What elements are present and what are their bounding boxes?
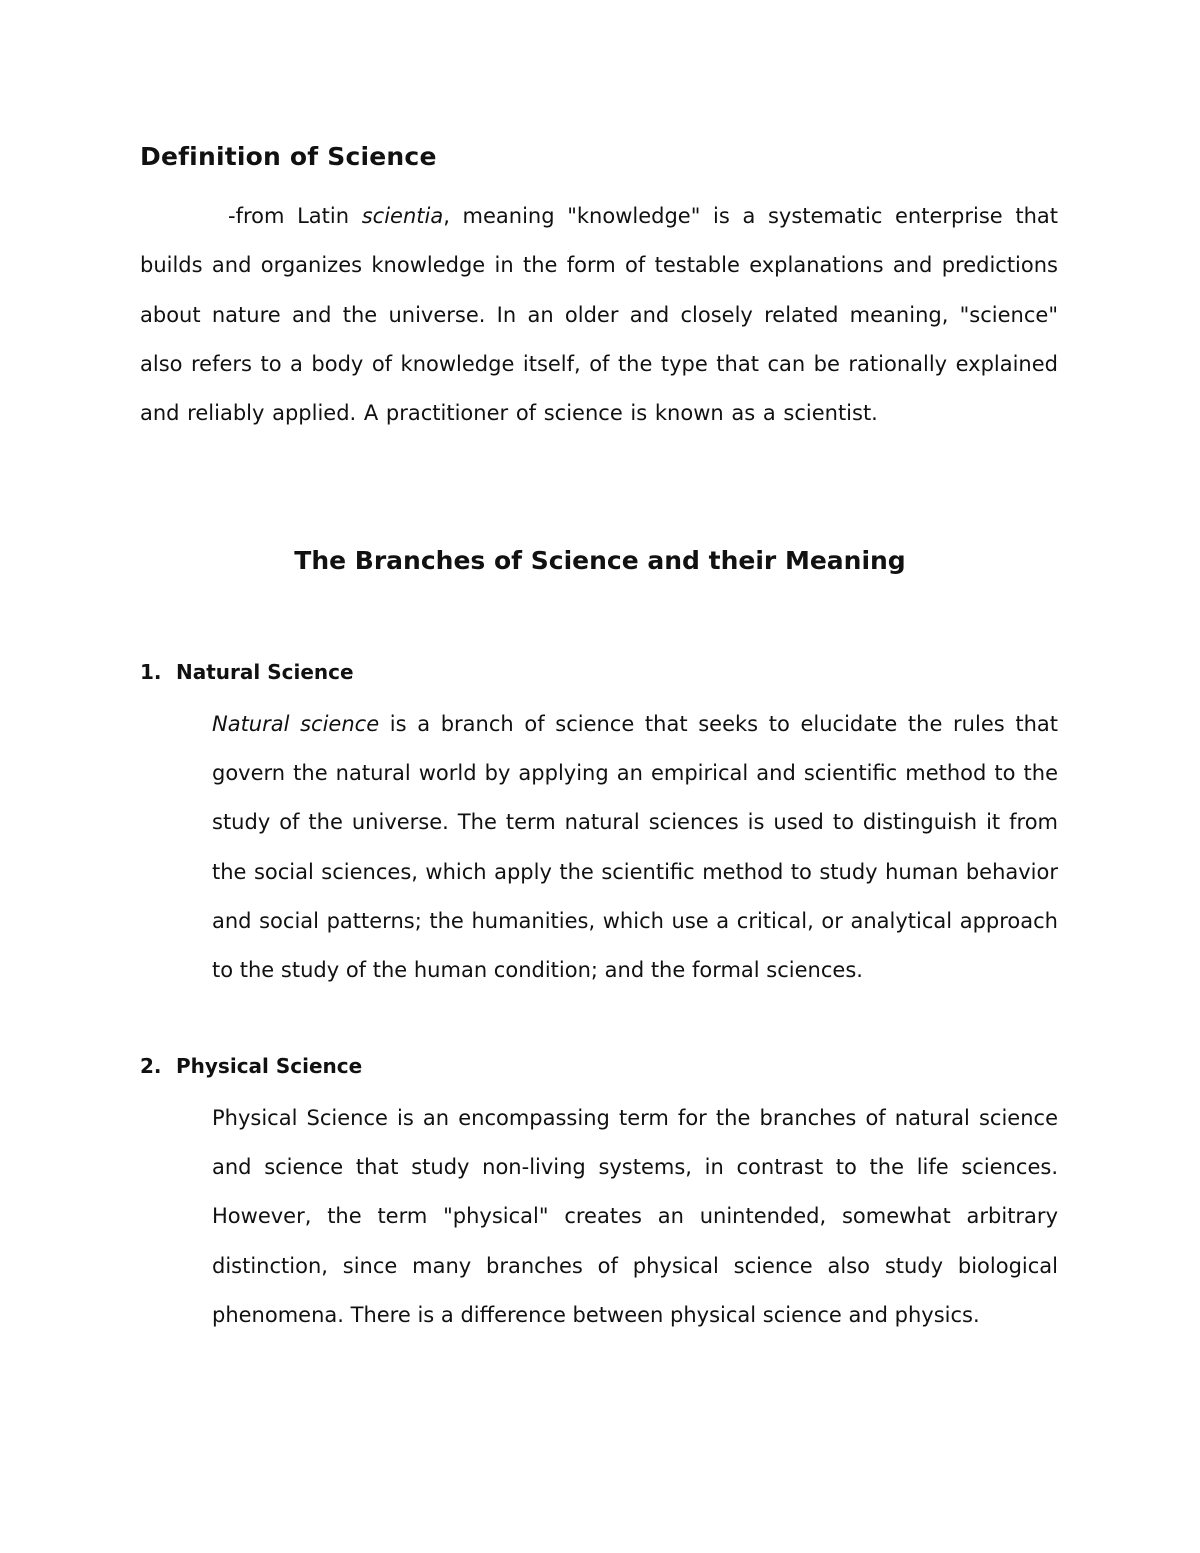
section-title-natural-science [140, 660, 354, 684]
intro-lead: -from Latin [228, 204, 362, 228]
definition-paragraph [140, 192, 1058, 438]
section-text: is a branch of science that seeks to elucidate the rules that govern the natural world by applying an empirical and scientific method to the study of the universe. The term natural sciences is used to distinguish it from the social sciences, which apply the scientific method to study human behavior and social patterns; the humanities, which use a critical, or analytical approach to the study of the human condition; and the formal sciences. [212, 712, 1058, 983]
page-title: Definition of Science [140, 142, 437, 171]
section-title-physical-science [140, 1054, 362, 1078]
natural-science-term: Natural science [212, 712, 380, 736]
intro-text: , meaning "knowledge" is a systematic enterprise that builds and organizes knowledge in the form of testable explanations and predictions about nature and the universe. In an older and closely related meaning, "science" also refers to a body of knowledge itself, of the type that can be rationally explained and reliably applied. A practitioner of science is known as a scientist. [140, 204, 1058, 426]
section-body-natural-science [212, 700, 1058, 995]
branches-heading: The Branches of Science and their Meaning [294, 546, 906, 575]
section-title-text: Natural Science [176, 660, 354, 684]
section-number: 2. [140, 1054, 162, 1078]
section-body-physical-science: Physical Science is an encompassing term for the branches of natural science and science that study non-living systems, in contrast to the life sciences. However, the term "physical" creates an unintended, somewhat arbitrary distinction, since many branches of physical science also study biological phenomena. There is a difference between physical science and physics. [212, 1106, 1058, 1327]
latin-term: scientia [361, 204, 444, 228]
section-number: 1. [140, 660, 162, 684]
section-title-text: Physical Science [176, 1054, 363, 1078]
